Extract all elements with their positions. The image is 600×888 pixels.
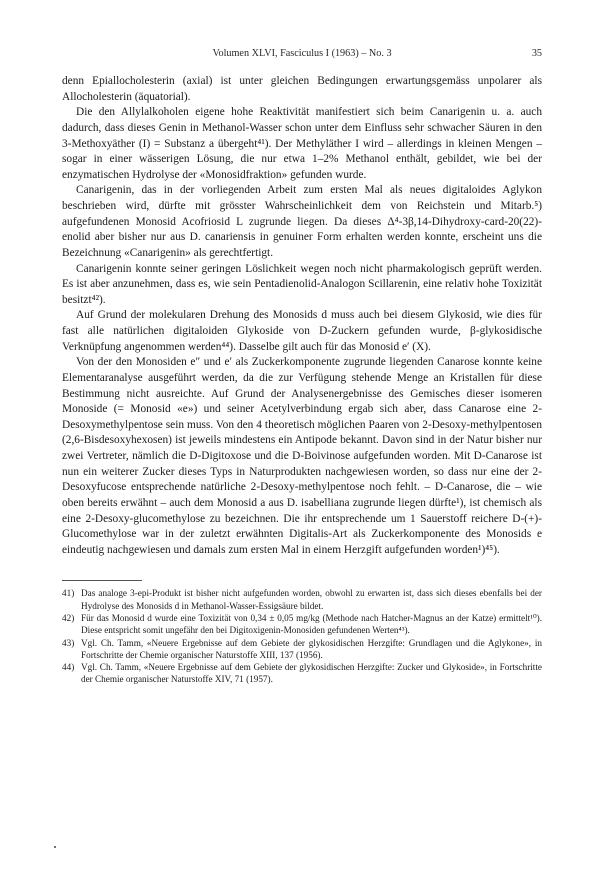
page-number: 35 — [531, 48, 542, 59]
footnote-mark: 44) — [62, 662, 75, 673]
footnote-mark: 42) — [62, 612, 75, 623]
footnotes — [62, 587, 542, 685]
paragraph: Canarigenin konnte seiner geringen Löslichkeit wegen noch nicht pharmakologisch geprüft werden. Es ist aber anzunehmen, dass es, wie sein Pentadienolid-Analogon Scillarenin, eine relativ hohe Toxizität besitzt⁴²). — [62, 262, 542, 306]
footnote-mark: 41) — [62, 588, 75, 599]
footnote — [62, 587, 542, 612]
running-header — [62, 48, 542, 64]
margin-dot — [54, 846, 56, 848]
paragraph: denn Epiallocholesterin (axial) ist unter gleichen Bedingungen erwartungsgemäss unpolarer als Allocholesterin (äquatorial). — [62, 75, 542, 103]
paragraph: Canarigenin, das in der vorliegenden Arbeit zum ersten Mal als neues digitaloides Aglykon beschrieben wird, dürfte mit grösster Wahrscheinlichkeit dem von Reichstein und Mitarb.⁵) aufgefundenen Monosid Acofriosid L zugrunde liegen. Da dieses Δ⁴-3β,14-Dihydroxy-card-20(22)-enolid aber bisher nur aus D. canariensis in genuiner Form erhalten werden konnte, erscheint uns die Bezeichnung «Canarigenin» als gerechtfertigt. — [62, 184, 542, 259]
footnote-text: Das analoge 3-epi-Produkt ist bisher nicht aufgefunden worden, obwohl zu erwarten ist, dass sich dieses ebenfalls bei der Hydrolyse des Monosids d in Methanol-Wasser-Essigsäure bildet. — [81, 588, 542, 611]
footnote-divider — [62, 580, 142, 581]
footnote — [62, 637, 542, 662]
footnote-mark: 43) — [62, 637, 75, 648]
paragraph: Von der den Monosiden e″ und e′ als Zuckerkomponente zugrunde liegenden Canarose konnte keine Elementaranalyse ausgeführt werden, da die zur Verfügung stehende Menge an Kristallen für diese Bestimmung nicht ausreichte. Auf Grund der Analysenergebnisse des Gemisches dieser isomeren Monoside (= Monosid «e») und seiner Acetylverbindung ergab sich aber, dass Canarose eine 2-Desoxymethylpentose sein muss. Von den 4 theoretisch möglichen Paaren von 2-Desoxy-methylpentosen (2,6-Bisdesoxyhexosen) ist jeweils mindestens ein Antipode bekannt. Davon sind in der Natur bisher nur zwei Vertreter, nämlich die D-Digitoxose und die D-Boivinose aufgefunden worden. Mit D-Canarose ist nun ein weiterer Zucker dieses Typs in Naturprodukten nachgewiesen worden, so dass nur eine der 2-Desoxyfucose entsprechende natürliche 2-Desoxy-methylpentose noch fehlt. – D-Canarose, die – wie oben bereits erwähnt – auch dem Monosid a aus D. isabelliana zugrunde liegen dürfte¹), ist chemisch als eine 2-Desoxy-glucomethylose zu bezeichnen. Die ihr entsprechende um 1 Sauerstoff reichere D-(+)-Glucomethylose war in der zuletzt erwähnten Digitalis-Art als Zuckerkomponente des Monosids e eindeutig nachgewiesen und damals zum ersten Mal in einem Herzgift aufgefunden worden¹)⁴⁵). — [62, 356, 542, 556]
footnote-text: Für das Monosid d wurde eine Toxizität von 0,34 ± 0,05 mg/kg (Methode nach Hatcher-Magnus an der Katze) ermittelt¹⁰). Diese entspricht somit ungefähr den bei Digitoxigenin-Monosiden gefundenen Werten⁴³). — [81, 612, 542, 636]
journal-title: Volumen XLVI, Fasciculus I (1963) – No. 3 — [212, 48, 392, 59]
paragraph: Auf Grund der molekularen Drehung des Monosids d muss auch bei diesem Glykosid, wie dies für fast alle natürlichen digitaloiden Glykoside von D-Zuckern gefunden wurde, β-glykosidische Verknüpfung angenommen werden⁴⁴). Dasselbe gilt auch für das Monosid e′ (X). — [62, 309, 542, 353]
paragraph: Die den Allylalkoholen eigene hohe Reaktivität manifestiert sich beim Canarigenin u. a. auch dadurch, dass dieses Genin in Methanol-Wasser schon unter dem Einfluss sehr schwacher Säuren in den 3-Methoxyäther (I) = Substanz a übergeht⁴¹). Der Methyläther I wird – allerdings in kleinen Mengen – sogar in einer wässerigen Lösung, die nur etwa 1–2% Methanol enthält, gebildet, wie bei der enzymatischen Hydrolyse der «Monosidfraktion» gefunden wurde. — [62, 106, 542, 181]
page — [62, 48, 542, 686]
body-text — [62, 74, 542, 558]
footnote — [62, 612, 542, 637]
footnote — [62, 661, 542, 686]
footnote-text: Vgl. Ch. Tamm, «Neuere Ergebnisse auf dem Gebiete der glykosidischen Herzgifte: Zucker und Glykoside», in Fortschritte der Chemie organischer Naturstoffe XIV, 71 (1957). — [81, 662, 542, 685]
footnote-text: Vgl. Ch. Tamm, «Neuere Ergebnisse auf dem Gebiete der glykosidischen Herzgifte: Grundlagen und die Aglykone», in Fortschritte der Chemie organischer Naturstoffe XIII, 137 (1956). — [81, 637, 542, 660]
